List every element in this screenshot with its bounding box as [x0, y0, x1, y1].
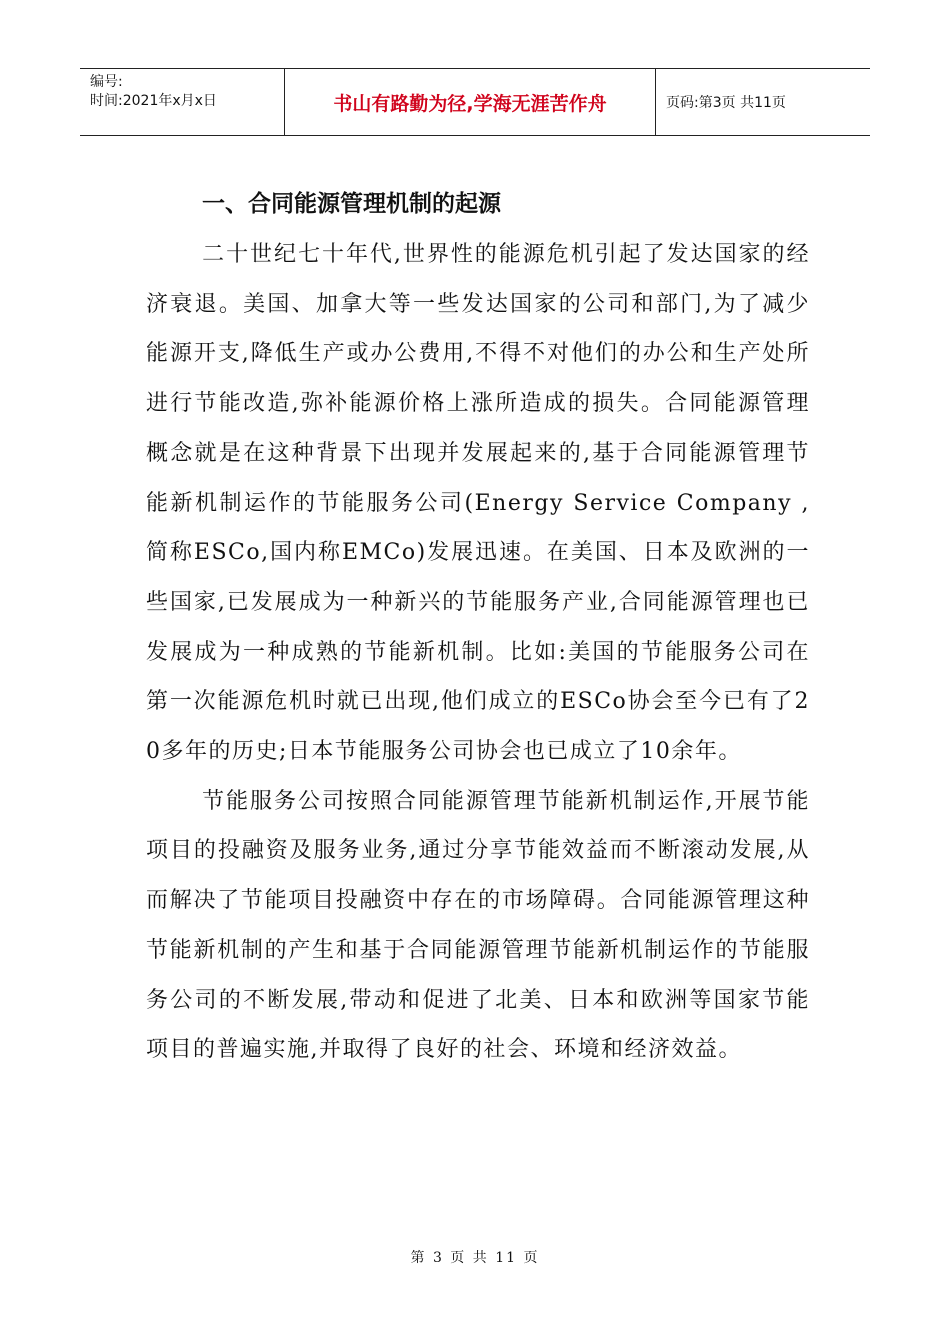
page-header [80, 68, 870, 136]
page-footer: 第 3 页 共 11 页 [410, 1250, 540, 1266]
header-motto: 书山有路勤为径,学海无涯苦作舟 [333, 92, 607, 115]
header-page-cell [656, 69, 870, 135]
document-time-label: 时间:2021年x月x日 [90, 93, 217, 109]
section-heading: 一、合同能源管理机制的起源 [202, 191, 501, 217]
header-meta [80, 69, 284, 135]
paragraph: 节能服务公司按照合同能源管理节能新机制运作,开展节能项目的投融资及服务业务,通过分享节能效益而不断滚动发展,从而解决了节能项目投融资中存在的市场障碍。合同能源管理这种节能新机制的产生和基于合同能源管理节能新机制运作的节能服务公司的不断发展,带动和促进了北美、日本和欧洲等国家节能项目的普遍实施,并取得了良好的社会、环境和经济效益。 [146, 788, 810, 1063]
header-page-info: 页码:第3页 共11页 [666, 95, 786, 111]
header-motto-cell [284, 69, 656, 135]
document-body [146, 178, 810, 1075]
document-number-label: 编号: [90, 74, 123, 90]
paragraph: 二十世纪七十年代,世界性的能源危机引起了发达国家的经济衰退。美国、加拿大等一些发达国家的公司和部门,为了减少能源开支,降低生产或办公费用,不得不对他们的办公和生产处所进行节能改造,弥补能源价格上涨所造成的损失。合同能源管理概念就是在这种背景下出现并发展起来的,基于合同能源管理节能新机制运作的节能服务公司(Energy Service Company ,简称ESCo,国内称EMCo)发展迅速。在美国、日本及欧洲的一些国家,已发展成为一种新兴的节能服务产业,合同能源管理也已发展成为一种成熟的节能新机制。比如:美国的节能服务公司在第一次能源危机时就已出现,他们成立的ESCo协会至今已有了20多年的历史;日本节能服务公司协会也已成立了10余年。 [146, 242, 810, 765]
